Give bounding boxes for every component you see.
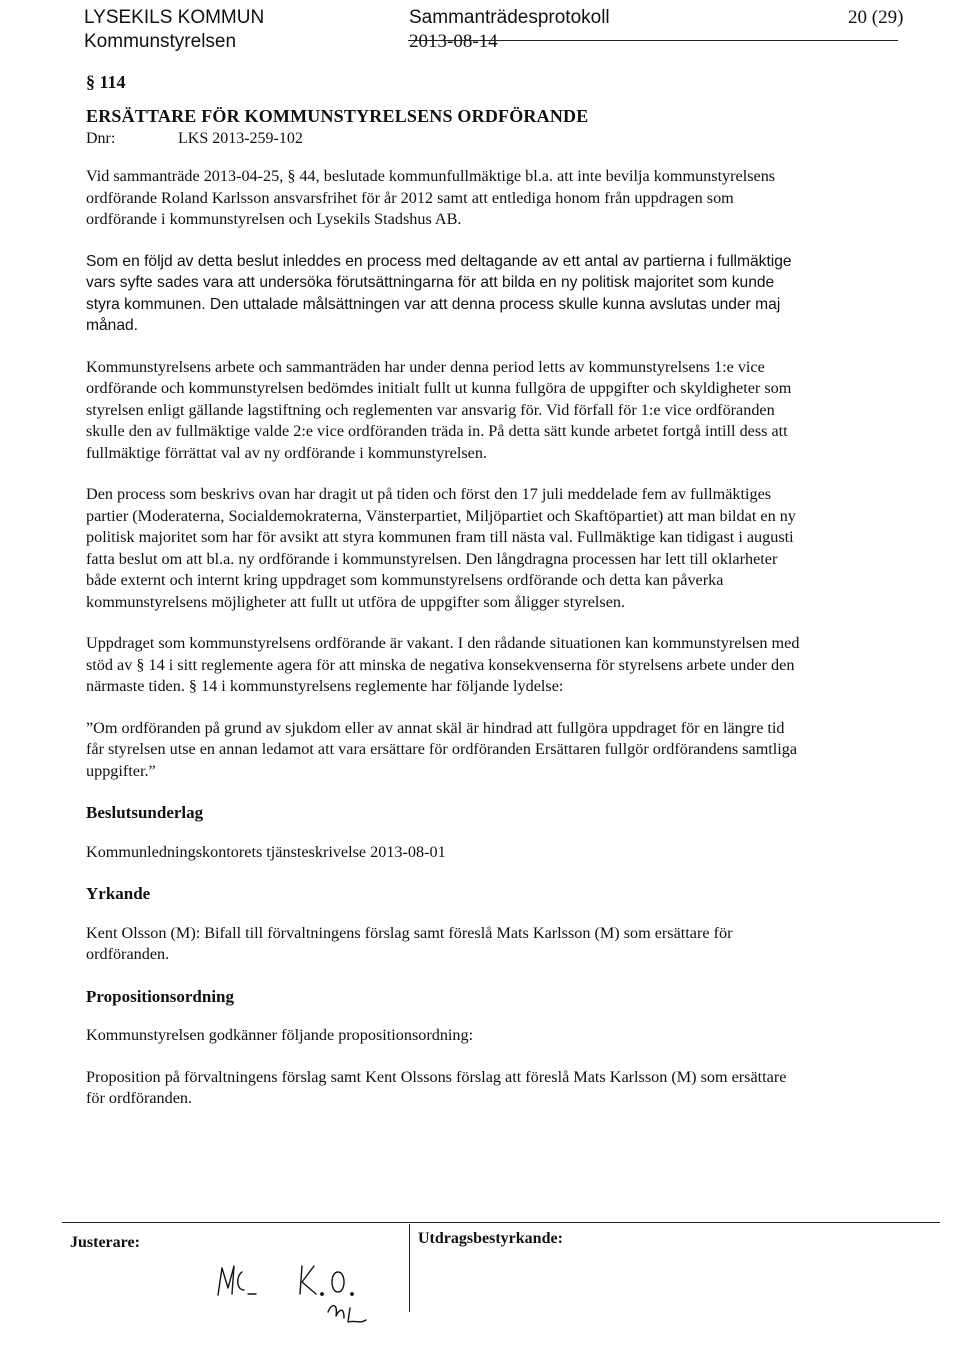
dnr-line xyxy=(86,130,303,148)
quoted-regulation: ”Om ordföranden på grund av sjukdom eller av annat skäl är hindrad att fullgöra uppdraget för en längre tid får styrelsen utse en annan ledamot att vara ersättare för ordföranden Ersättaren fullgör ordförandens samtliga uppgifter.” xyxy=(86,718,798,780)
meeting-date: 2013-08-14 xyxy=(409,31,498,52)
body-paragraph-1: Vid sammanträde 2013-04-25, § 44, beslutade kommunfullmäktige bl.a. att inte bevilja kommunstyrelsens ordförande Roland Karlsson ansvarsfrihet för år 2012 samt att entlediga honom från uppdragen som ordförande i kommunstyrelsen och Lysekils Stadshus AB. xyxy=(86,167,776,228)
body-paragraph-5: Uppdraget som kommunstyrelsens ordförande är vakant. I den rådande situationen kan kommunstyrelsen med stöd av § 14 i sitt reglemente agera för att minska de negativa konsekvenserna för styrelsens arbete under den närmaste tiden. § 14 i kommunstyrelsens reglemente har följande lydelse: xyxy=(86,634,800,695)
body-name: Kommunstyrelsen xyxy=(84,31,237,52)
document-body xyxy=(86,166,806,1130)
doc-type: Sammanträdesprotokoll xyxy=(409,7,610,28)
header-left xyxy=(84,6,264,54)
body-paragraph-3: Kommunstyrelsens arbete och sammanträden har under denna period letts av kommunstyrelsens 1:e vice ordförande och kommunstyrelsen bedömdes initialt fullt ut kunna fullgöra de uppgifter och skyldigheter som styrelsen enligt gällande lagstiftning och reglementen var ansvarig för. Vid förfall för 1:e vice ordföranden skulle den av fullmäktige valde 2:e vice ordföranden träda in. På detta sätt kunde arbetet fortgå intill dess att fullmäktige förrättat val av ny ordförande i kommunstyrelsen. xyxy=(86,357,792,462)
body-paragraph-2: Som en följd av detta beslut inleddes en process med deltagande av ett antal av partierna i fullmäktige vars syfte sades vara att undersöka förutsättningarna för att bilda en ny politisk majoritet som kunde styra kommunen. Den uttalade målsättningen var att denna process skulle kunna avslutas under maj månad. xyxy=(86,252,792,334)
section-text-yrkande: Kent Olsson (M): Bifall till förvaltningens förslag samt föreslå Mats Karlsson (M) som ersättare för ordföranden. xyxy=(86,923,733,963)
case-title: ERSÄTTARE FÖR KOMMUNSTYRELSENS ORDFÖRANDE xyxy=(86,106,589,126)
justerare-label: Justerare: xyxy=(70,1234,140,1251)
dnr-label: Dnr: xyxy=(86,130,116,147)
footer-vertical-divider xyxy=(409,1224,410,1312)
footer-divider xyxy=(62,1222,940,1223)
header-divider xyxy=(408,40,898,41)
section-heading-beslutsunderlag: Beslutsunderlag xyxy=(86,803,204,822)
utdragsbestyrkande-label: Utdragsbestyrkande: xyxy=(418,1230,563,1247)
page-number: 20 (29) xyxy=(848,7,904,28)
body-paragraph-4: Den process som beskrivs ovan har dragit ut på tiden och först den 17 juli meddelade fem av fullmäktiges partier (Moderaterna, Socialdemokraterna, Vänsterpartiet, Miljöpartiet och Skaftöpartiet) att man bildat en ny politisk majoritet som har för avsikt att styra kommunen fram till nästa val. Fullmäktige kan tidigast i augusti fatta beslut om att bl.a. ny ordförande i kommunstyrelsen. Den långdragna processen har lett till oklarheter både externt och internt kring uppdraget som kommunstyrelsens ordförande och detta kan påverka kommunstyrelsens möjligheter att fullt ut utföra de uppgifter som åligger styrelsen. xyxy=(86,485,796,611)
section-heading-propositionsordning: Propositionsordning xyxy=(86,986,235,1006)
header-middle xyxy=(409,6,610,54)
section-heading-yrkande: Yrkande xyxy=(86,884,151,903)
org-name: LYSEKILS KOMMUN xyxy=(84,7,265,28)
section-text-propositionsordning-1: Kommunstyrelsen godkänner följande propositionsordning: xyxy=(86,1026,474,1044)
dnr-value: LKS 2013-259-102 xyxy=(178,130,303,147)
paragraph-number: § 114 xyxy=(86,72,126,92)
section-text-propositionsordning-2: Proposition på förvaltningens förslag samt Kent Olssons förslag att föreslå Mats Karlsson (M) som ersättare för ordföranden. xyxy=(86,1067,787,1107)
handwritten-initials xyxy=(210,1250,400,1330)
section-text-beslutsunderlag: Kommunledningskontorets tjänsteskrivelse 2013-08-01 xyxy=(86,842,446,861)
